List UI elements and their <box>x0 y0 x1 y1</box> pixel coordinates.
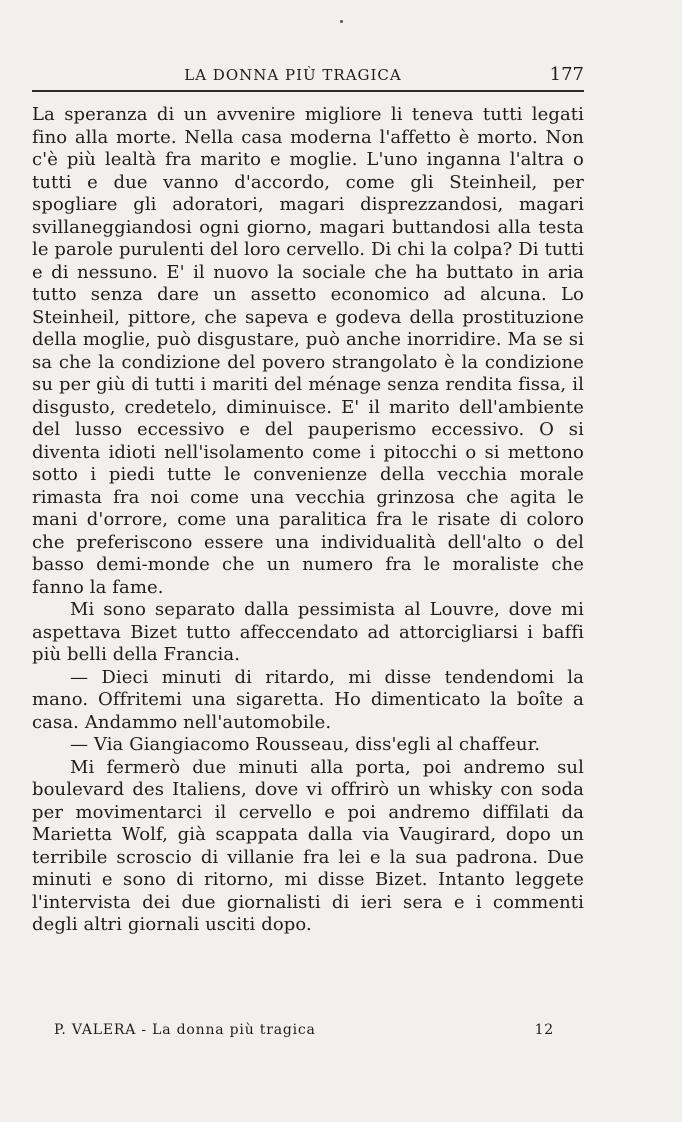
running-title: LA DONNA PIÙ TRAGICA <box>184 66 402 84</box>
book-page <box>32 56 584 937</box>
paragraph-5: Mi fermerò due minuti alla porta, poi andremo sul boulevard des Italiens, dove vi offrirò un whisky con soda per movimentarci il cervello e poi andremo diffilati da Marietta Wolf, già scappata dalla via Vaugirard, dopo un terribile scroscio di villanie fra lei e la sua padrona. Due minuti e sono di ritorno, mi disse Bizet. Intanto leggete l'intervista dei due giornalisti di ieri sera e i commenti degli altri giornali usciti dopo. <box>32 756 584 935</box>
page-number: 177 <box>549 64 584 85</box>
ink-speck <box>340 20 343 23</box>
page-footer <box>54 1022 554 1044</box>
running-header <box>32 56 584 90</box>
footer-credit: P. VALERA - La donna più tragica <box>54 1022 316 1038</box>
paragraph-1: La speranza di un avvenire migliore li teneva tutti legati fino alla morte. Nella casa moderna l'affetto è morto. Non c'è più lealtà fra marito e moglie. L'uno inganna l'altra o tutti e due vanno d'accordo, come gli Steinheil, per spogliare gli adoratori, magari disprezzandosi, magari svillaneggiandosi ogni giorno, magari buttandosi alla testa le parole purulenti del loro cervello. Di chi la colpa? Di tutti e di nessuno. E' il nuovo la sociale che ha buttato in aria tutto senza dare un assetto economico ad alcuna. Lo Steinheil, pittore, che sapeva e godeva della prostituzione della moglie, può disgustare, può anche inorridire. Ma se si sa che la condizione del povero strangolato è la condizione su per giù di tutti i mariti del ménage senza rendita fissa, il disgusto, credetelo, diminuisce. E' il marito dell'ambiente del lusso eccessivo e del pauperismo eccessivo. O si diventa idioti nell'isolamento come i pitocchi o si mettono sotto i piedi tutte le convenienze della vecchia morale rimasta fra noi come una vecchia grinzosa che agita le mani d'orrore, come una paralitica fra le risate di coloro che preferiscono essere una individualità dell'alto o del basso demi-monde che un numero fra le moraliste che fanno la fame. <box>32 104 584 598</box>
paragraph-4: — Via Giangiacomo Rousseau, diss'egli al chaffeur. <box>70 734 541 755</box>
paragraph-3: — Dieci minuti di ritardo, mi disse tendendomi la mano. Offritemi una sigaretta. Ho dimenticato la boîte a casa. Andammo nell'automobile. <box>32 666 584 733</box>
body-text <box>32 104 584 937</box>
paragraph-2: Mi sono separato dalla pessimista al Louvre, dove mi aspettava Bizet tutto affeccendato ad attorcigliarsi i baffi più belli della Francia. <box>32 599 584 665</box>
signature-mark: 12 <box>534 1022 554 1038</box>
header-rule <box>32 90 584 92</box>
